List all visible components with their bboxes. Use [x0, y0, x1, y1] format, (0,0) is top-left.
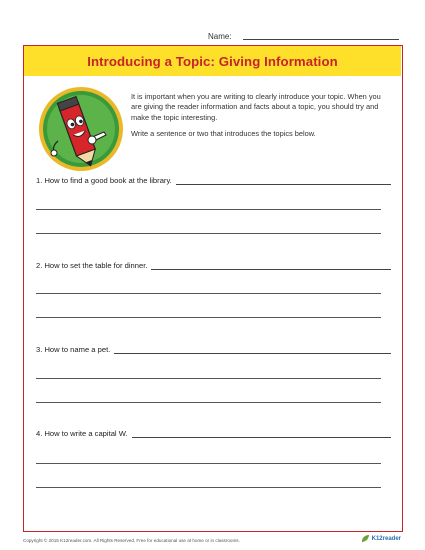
answer-line[interactable]	[36, 317, 381, 318]
answer-line[interactable]	[36, 209, 381, 210]
title-banner	[24, 46, 401, 76]
answer-line[interactable]	[36, 293, 381, 294]
answer-field[interactable]	[176, 177, 391, 185]
answer-field[interactable]	[114, 346, 391, 354]
leaf-icon	[361, 534, 370, 543]
worksheet-frame	[23, 45, 403, 532]
pencil-mascot-icon	[38, 86, 124, 172]
intro-text	[131, 92, 386, 145]
answer-line[interactable]	[36, 378, 381, 379]
answer-field[interactable]	[132, 430, 391, 438]
answer-line[interactable]	[36, 402, 381, 403]
name-field[interactable]	[243, 39, 399, 40]
worksheet-title: Introducing a Topic: Giving Information	[87, 53, 338, 69]
answer-line[interactable]	[36, 487, 381, 488]
question-label: 1. How to find a good book at the library.	[36, 176, 172, 185]
intro-paragraph: It is important when you are writing to clearly introduce your topic. When you are giving the reader information and facts about a topic, you should try and make the topic interesting.	[131, 92, 381, 122]
brand-logo	[361, 534, 401, 543]
question-3	[36, 345, 391, 354]
copyright-text: Copyright © 2015 K12reader.com. All Rights Reserved. Free for educational use at home or in classrooms.	[23, 538, 240, 543]
question-label: 2. How to set the table for dinner.	[36, 261, 148, 270]
question-1	[36, 176, 391, 185]
answer-line[interactable]	[36, 233, 381, 234]
name-label: Name:	[208, 32, 232, 41]
brand-name: K12reader	[371, 535, 401, 542]
question-2	[36, 261, 391, 270]
question-label: 3. How to name a pet.	[36, 345, 111, 354]
answer-field[interactable]	[151, 262, 391, 270]
instruction-text: Write a sentence or two that introduces the topics below.	[131, 128, 316, 138]
question-4	[36, 429, 391, 438]
answer-line[interactable]	[36, 463, 381, 464]
question-label: 4. How to write a capital W.	[36, 429, 128, 438]
